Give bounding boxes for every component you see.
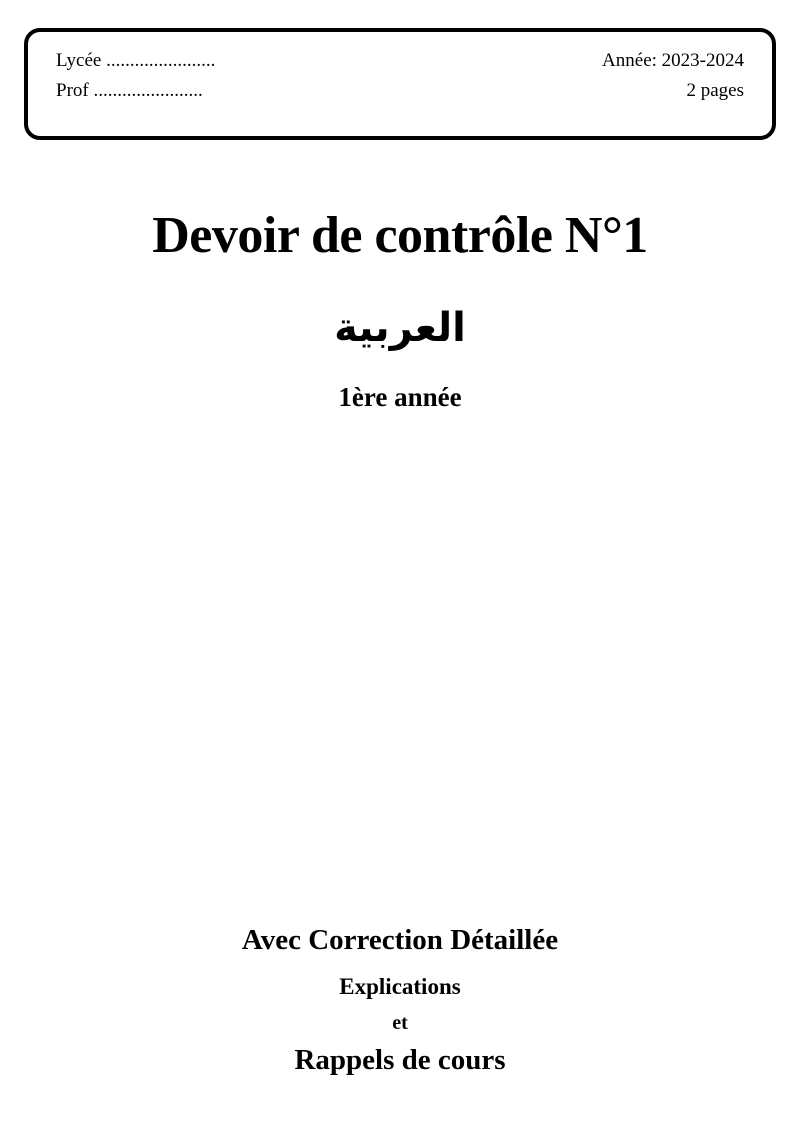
footer-course-reminders-line: Rappels de cours: [294, 1044, 506, 1076]
academic-year-field: Année: 2023-2024: [602, 50, 744, 71]
header-row-school-year: [56, 46, 744, 76]
teacher-field: Prof .......................: [56, 80, 203, 101]
school-field: Lycée .......................: [56, 50, 216, 71]
header-row-teacher-pages: [56, 76, 744, 106]
page-count-field: 2 pages: [686, 80, 744, 101]
footer-correction-line: Avec Correction Détaillée: [241, 924, 559, 956]
subject-title-arabic: العربية: [334, 305, 466, 351]
grade-level: 1ère année: [338, 382, 462, 412]
footer-explanations-line: Explications: [339, 974, 461, 999]
footer-conjunction-line: et: [392, 1012, 408, 1034]
footer-block: [0, 920, 800, 1080]
header-info-content: [28, 32, 772, 136]
page-title: Devoir de contrôle N°1: [152, 207, 648, 264]
header-info-box: [24, 28, 776, 140]
